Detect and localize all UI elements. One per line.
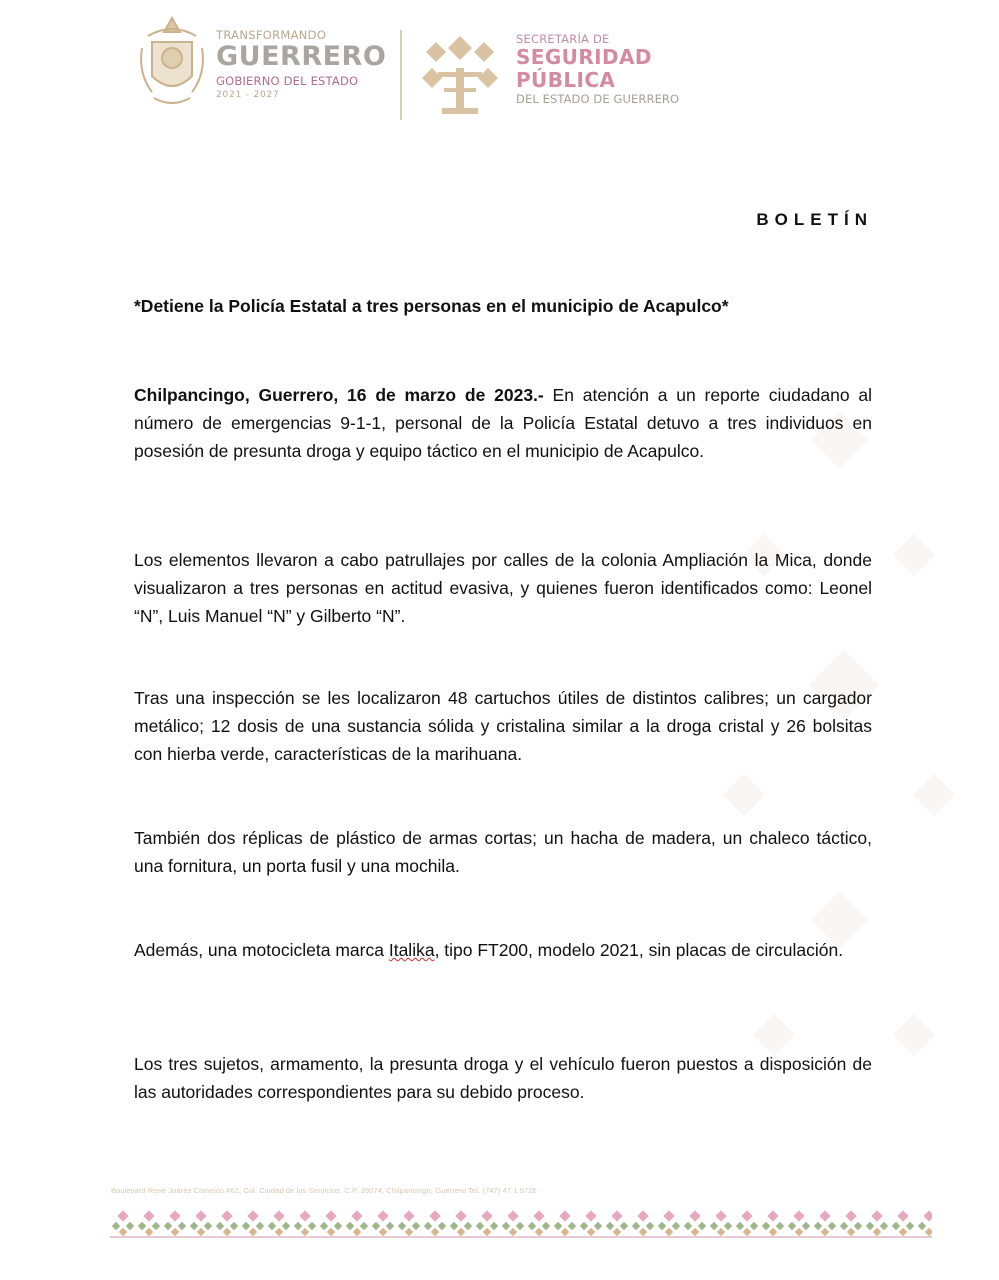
gov-line3: GOBIERNO DEL ESTADO (216, 74, 359, 88)
gov-years: 2021 - 2027 (216, 90, 280, 100)
footer-address: Boulevard René Juárez Cisneros #62, Col. Ciudad de los Servicios, C.P. 39074, Chilpancingo, Guerrero Tel. (747) 47 1 9726 (111, 1186, 537, 1195)
paragraph-6: Los tres sujetos, armamento, la presunta droga y el vehículo fueron puestos a disposición de las autoridades correspondientes para su debido proceso. (134, 1054, 872, 1102)
ssp-line1: SECRETARÍA DE (516, 32, 610, 46)
paragraph-5-text-b: , tipo FT200, modelo 2021, sin placas de circulación. (434, 940, 844, 960)
state-seal-icon (134, 14, 210, 110)
document-label: BOLETÍN (756, 210, 873, 229)
header-divider (400, 30, 402, 120)
gov-line2: GUERRERO (216, 41, 387, 72)
ssp-line3: PÚBLICA (516, 68, 616, 92)
ssp-line2: SEGURIDAD (516, 45, 652, 69)
ssp-wordmark (516, 32, 679, 106)
paragraph-5-text-a: Además, una motocicleta marca (134, 940, 389, 960)
dateline: Chilpancingo, Guerrero, 16 de marzo de 2023.- (134, 385, 544, 405)
brand-name: Italika (388, 940, 435, 960)
letterhead (134, 14, 754, 114)
embroidery-border-icon (110, 1210, 932, 1238)
paragraph-2: Los elementos llevaron a cabo patrullajes por calles de la colonia Ampliación la Mica, donde visualizaron a tres personas en actitud evasiva, y quienes fueron identificados como: Leonel “N”, Luis Manuel “N” y Gilberto “N”. (134, 550, 872, 626)
document-title: *Detiene la Policía Estatal a tres personas en el municipio de Acapulco* (134, 296, 729, 316)
paragraph-4: También dos réplicas de plástico de armas cortas; un hacha de madera, un chaleco táctico, una fornitura, un porta fusil y una mochila. (134, 828, 872, 876)
gov-line1: TRANSFORMANDO (216, 28, 327, 42)
paragraph-1 (134, 381, 872, 465)
paragraph-3: Tras una inspección se les localizaron 48 cartuchos útiles de distintos calibres; un cargador metálico; 12 dosis de una sustancia sólida y cristalina similar a la droga cristal y 26 bolsitas con hierba verde, características de la marihuana. (134, 688, 872, 764)
paragraph-5 (134, 936, 872, 964)
state-government-wordmark (216, 28, 386, 100)
ssp-line4: DEL ESTADO DE GUERRERO (516, 92, 680, 106)
tree-logo-icon (418, 28, 502, 120)
paragraph-1-text: En atención a un reporte ciudadano al número de emergencias 9-1-1, personal de la Policía Estatal detuvo a tres individuos en posesión de presunta droga y equipo táctico en el municipio de Acapulco. (134, 385, 872, 461)
